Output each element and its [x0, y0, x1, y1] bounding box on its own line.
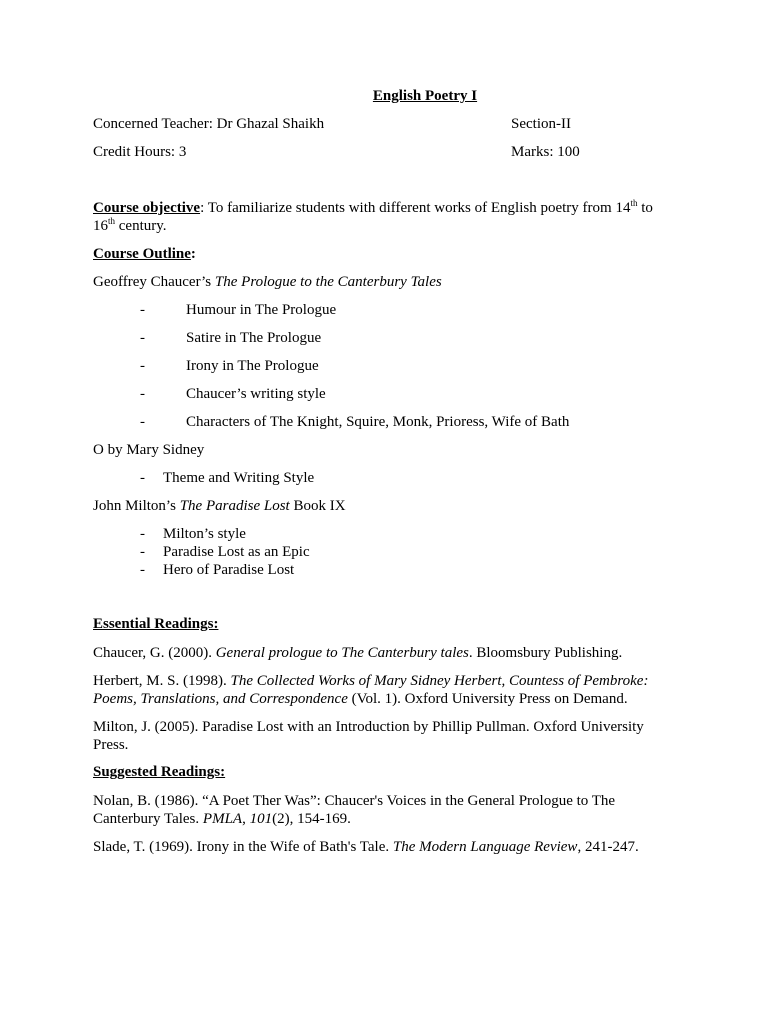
- ref-text: Slade, T. (1969). Irony in the Wife of Bath's Tale.: [93, 839, 393, 855]
- essential-ref-2: [93, 672, 648, 690]
- list-item-dash: -: [140, 358, 145, 374]
- list-item-dash: -: [140, 330, 145, 346]
- ref-volume: 101: [249, 811, 273, 827]
- list-item-dash: -: [140, 414, 145, 430]
- list-item: Characters of The Knight, Squire, Monk, Prioress, Wife of Bath: [186, 414, 570, 430]
- objective-text-end: to: [637, 200, 653, 216]
- ref-text: Canterbury Tales.: [93, 811, 203, 827]
- ref-text: (2), 154-169.: [272, 811, 351, 827]
- outline-colon: :: [190, 246, 196, 262]
- teacher-line: Concerned Teacher: Dr Ghazal Shaikh: [93, 116, 325, 132]
- ref-text: Herbert, M. S. (1998).: [93, 673, 231, 689]
- sidney-line: O by Mary Sidney: [93, 442, 205, 458]
- list-item: Milton’s style: [163, 526, 246, 542]
- course-objective: [93, 199, 653, 217]
- essential-ref-3: Milton, J. (2005). Paradise Lost with an Introduction by Phillip Pullman. Oxford University: [93, 719, 644, 735]
- credit-hours: Credit Hours: 3: [93, 144, 187, 160]
- list-item-dash: -: [140, 562, 145, 578]
- milton-line: [93, 497, 346, 515]
- ref-text: ,: [242, 811, 250, 827]
- century-text: century.: [115, 218, 167, 234]
- list-item: Theme and Writing Style: [163, 470, 315, 486]
- chaucer-line: [93, 273, 442, 291]
- essential-ref-3-cont: Press.: [93, 737, 129, 753]
- course-objective-cont: [93, 217, 167, 235]
- outline-heading: [93, 245, 196, 263]
- list-item-dash: -: [140, 544, 145, 560]
- suggested-ref-2: [93, 838, 639, 856]
- chaucer-work: The Prologue to the Canterbury Tales: [214, 274, 442, 290]
- milton-book: Book IX: [289, 498, 346, 514]
- milton-work: The Paradise Lost: [179, 498, 290, 514]
- century-num: 16: [93, 218, 108, 234]
- chaucer-author: Geoffrey Chaucer’s: [93, 274, 215, 290]
- list-item-dash: -: [140, 386, 145, 402]
- ref-text: Chaucer, G. (2000).: [93, 645, 216, 661]
- objective-sup: th: [630, 198, 638, 208]
- ref-title: Poems, Translations, and Correspondence: [93, 691, 348, 707]
- essential-ref-1: [93, 644, 622, 662]
- list-item: Paradise Lost as an Epic: [163, 544, 310, 560]
- list-item: Hero of Paradise Lost: [163, 562, 295, 578]
- suggested-ref-1: Nolan, B. (1986). “A Poet Ther Was”: Chaucer's Voices in the General Prologue to The: [93, 793, 616, 809]
- ref-text: , 241-247.: [577, 839, 639, 855]
- objective-text: : To familiarize students with different works of English poetry from 14: [200, 200, 631, 216]
- list-item: Humour in The Prologue: [186, 302, 337, 318]
- list-item: Irony in The Prologue: [186, 358, 319, 374]
- ref-journal: The Modern Language Review: [392, 839, 578, 855]
- suggested-ref-1-cont: [93, 810, 351, 828]
- list-item-dash: -: [140, 526, 145, 542]
- list-item: Chaucer’s writing style: [186, 386, 326, 402]
- ref-journal: PMLA: [202, 811, 243, 827]
- ref-title: The Collected Works of Mary Sidney Herbert, Countess of Pembroke:: [230, 673, 649, 689]
- list-item-dash: -: [140, 302, 145, 318]
- list-item: Satire in The Prologue: [186, 330, 322, 346]
- suggested-heading: Suggested Readings:: [93, 764, 226, 780]
- list-item-dash: -: [140, 470, 145, 486]
- objective-heading: Course objective: [93, 200, 201, 216]
- outline-heading-text: Course Outline: [93, 246, 191, 262]
- ref-text: . Bloomsbury Publishing.: [468, 645, 623, 661]
- section-label: Section-II: [511, 116, 571, 132]
- essential-ref-2-cont: [93, 690, 628, 708]
- page-title: English Poetry I: [372, 88, 478, 104]
- marks-label: Marks: 100: [511, 144, 580, 160]
- essential-heading: Essential Readings:: [93, 616, 219, 632]
- century-sup: th: [108, 216, 116, 226]
- ref-text: (Vol. 1). Oxford University Press on Demand.: [347, 691, 628, 707]
- ref-title: General prologue to The Canterbury tales: [215, 645, 469, 661]
- milton-author: John Milton’s: [93, 498, 180, 514]
